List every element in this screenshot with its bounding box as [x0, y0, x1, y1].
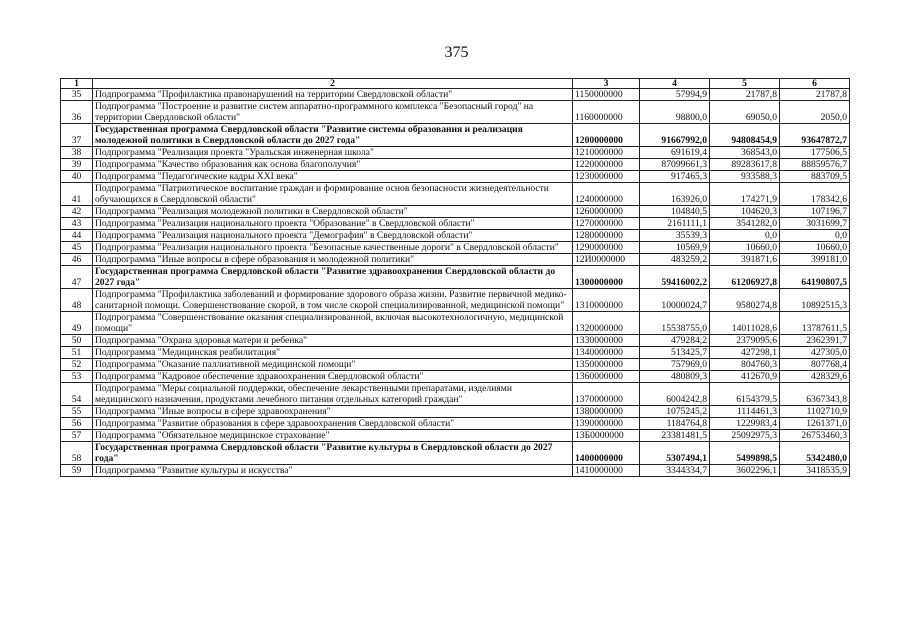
row-code: 1300000000 — [573, 266, 640, 289]
row-value-col-6: 427305,0 — [780, 347, 850, 359]
row-name: Подпрограмма "Профилактика правонарушений на территории Свердловской области" — [93, 89, 573, 101]
row-number: 48 — [61, 289, 93, 312]
row-value-col-6: 2050,0 — [780, 101, 850, 124]
row-code: 1220000000 — [573, 159, 640, 171]
row-value-col-4: 104840,5 — [640, 206, 710, 218]
row-value-col-6: 3418535,9 — [780, 465, 850, 477]
table-row — [61, 230, 850, 242]
table-row — [61, 254, 850, 266]
row-code: 1320000000 — [573, 312, 640, 335]
row-value-col-5: 21787,8 — [710, 89, 780, 101]
row-value-col-4: 757969,0 — [640, 359, 710, 371]
row-value-col-6: 93647872,7 — [780, 124, 850, 147]
row-name: Подпрограмма "Реализация молодежной политики в Свердловской области" — [93, 206, 573, 218]
row-value-col-6: 10892515,3 — [780, 289, 850, 312]
table-row — [61, 183, 850, 206]
row-value-col-5: 6154379,5 — [710, 383, 780, 406]
row-number: 41 — [61, 183, 93, 206]
row-code: 1210000000 — [573, 147, 640, 159]
row-value-col-4: 59416002,2 — [640, 266, 710, 289]
table-row — [61, 312, 850, 335]
row-value-col-6: 13787611,5 — [780, 312, 850, 335]
row-name: Подпрограмма "Развитие культуры и искусства" — [93, 465, 573, 477]
row-value-col-6: 64190807,5 — [780, 266, 850, 289]
row-number: 53 — [61, 371, 93, 383]
row-value-col-5: 89283617,8 — [710, 159, 780, 171]
table-header-row — [61, 79, 850, 89]
row-value-col-5: 3602296,1 — [710, 465, 780, 477]
table-row — [61, 289, 850, 312]
row-value-col-6: 883709,5 — [780, 171, 850, 183]
table-row — [61, 465, 850, 477]
row-value-col-5: 104620,3 — [710, 206, 780, 218]
table-row — [61, 147, 850, 159]
row-code: 1290000000 — [573, 242, 640, 254]
row-value-col-5: 10660,0 — [710, 242, 780, 254]
row-name: Подпрограмма "Обязательное медицинское страхование" — [93, 430, 573, 442]
row-value-col-5: 69050,0 — [710, 101, 780, 124]
row-code: 1390000000 — [573, 418, 640, 430]
row-code: 1350000000 — [573, 359, 640, 371]
row-value-col-5: 391871,6 — [710, 254, 780, 266]
row-number: 56 — [61, 418, 93, 430]
row-name: Подпрограмма "Реализация национального проекта "Образование" в Свердловской области" — [93, 218, 573, 230]
row-value-col-5: 804760,3 — [710, 359, 780, 371]
row-code: 1270000000 — [573, 218, 640, 230]
table-row — [61, 347, 850, 359]
row-name: Подпрограмма "Оказание паллиативной медицинской помощи" — [93, 359, 573, 371]
table-row — [61, 430, 850, 442]
row-name: Подпрограмма "Иные вопросы в сфере образования и молодежной политики" — [93, 254, 573, 266]
row-value-col-5: 412670,9 — [710, 371, 780, 383]
row-number: 51 — [61, 347, 93, 359]
row-value-col-6: 3031699,7 — [780, 218, 850, 230]
row-value-col-6: 88859576,7 — [780, 159, 850, 171]
table-row — [61, 159, 850, 171]
row-name: Подпрограмма "Реализация национального проекта "Демография" в Свердловской области" — [93, 230, 573, 242]
row-value-col-4: 35539,3 — [640, 230, 710, 242]
row-value-col-5: 0,0 — [710, 230, 780, 242]
row-value-col-6: 2362391,7 — [780, 335, 850, 347]
row-code: 1310000000 — [573, 289, 640, 312]
row-value-col-5: 25092975,3 — [710, 430, 780, 442]
row-number: 43 — [61, 218, 93, 230]
row-value-col-5: 5499898,5 — [710, 442, 780, 465]
row-value-col-6: 6367343,8 — [780, 383, 850, 406]
row-value-col-5: 61206927,8 — [710, 266, 780, 289]
row-number: 37 — [61, 124, 93, 147]
row-number: 54 — [61, 383, 93, 406]
page-number: 375 — [444, 44, 469, 61]
table-row — [61, 266, 850, 289]
row-name: Подпрограмма "Совершенствование оказания специализированной, включая высокотехнологичную, медицинской помощи" — [93, 312, 573, 335]
row-code: 1280000000 — [573, 230, 640, 242]
table-row — [61, 418, 850, 430]
row-code: 1330000000 — [573, 335, 640, 347]
row-name: Подпрограмма "Патриотическое воспитание граждан и формирование основ безопасности жизнедеятельности обучающихся в Свердловской области" — [93, 183, 573, 206]
row-value-col-5: 933588,3 — [710, 171, 780, 183]
table-row — [61, 383, 850, 406]
row-number: 52 — [61, 359, 93, 371]
row-value-col-5: 1114461,3 — [710, 406, 780, 418]
row-code: 1370000000 — [573, 383, 640, 406]
row-value-col-5: 427298,1 — [710, 347, 780, 359]
row-name: Государственная программа Свердловской области "Развитие системы образования и реализация молодежной политики в Свердловской области до 2027 года" — [93, 124, 573, 147]
table-row — [61, 442, 850, 465]
row-value-col-4: 513425,7 — [640, 347, 710, 359]
row-value-col-4: 483259,2 — [640, 254, 710, 266]
row-value-col-6: 10660,0 — [780, 242, 850, 254]
table-row — [61, 124, 850, 147]
header-col-2: 2 — [93, 79, 573, 89]
row-number: 57 — [61, 430, 93, 442]
row-value-col-4: 480809,3 — [640, 371, 710, 383]
row-number: 44 — [61, 230, 93, 242]
row-number: 35 — [61, 89, 93, 101]
header-col-4: 4 — [640, 79, 710, 89]
row-value-col-5: 9580274,8 — [710, 289, 780, 312]
row-value-col-6: 399181,0 — [780, 254, 850, 266]
row-name: Государственная программа Свердловской области "Развитие культуры в Свердловской области до 2027 года" — [93, 442, 573, 465]
row-number: 39 — [61, 159, 93, 171]
row-value-col-4: 1184764,8 — [640, 418, 710, 430]
row-name: Подпрограмма "Охрана здоровья матери и ребенка" — [93, 335, 573, 347]
row-number: 59 — [61, 465, 93, 477]
row-name: Подпрограмма "Развитие образования в сфере здравоохранения Свердловской области" — [93, 418, 573, 430]
row-name: Подпрограмма "Построение и развитие систем аппаратно-программного комплекса "Безопасный город" на территории Свердловской области" — [93, 101, 573, 124]
table-row — [61, 206, 850, 218]
row-name: Подпрограмма "Иные вопросы в сфере здравоохранения" — [93, 406, 573, 418]
row-name: Государственная программа Свердловской области "Развитие здравоохранения Свердловской области до 2027 года" — [93, 266, 573, 289]
row-code: 1160000000 — [573, 101, 640, 124]
row-value-col-4: 23381481,5 — [640, 430, 710, 442]
row-value-col-5: 3541282,0 — [710, 218, 780, 230]
row-value-col-4: 479284,2 — [640, 335, 710, 347]
row-value-col-4: 691619,4 — [640, 147, 710, 159]
row-number: 58 — [61, 442, 93, 465]
row-value-col-4: 3344334,7 — [640, 465, 710, 477]
row-value-col-4: 2161111,1 — [640, 218, 710, 230]
header-col-3: 3 — [573, 79, 640, 89]
row-value-col-5: 14011028,6 — [710, 312, 780, 335]
row-code: 1410000000 — [573, 465, 640, 477]
table-row — [61, 242, 850, 254]
row-value-col-6: 21787,8 — [780, 89, 850, 101]
row-code: 12И0000000 — [573, 254, 640, 266]
row-value-col-4: 98800,0 — [640, 101, 710, 124]
row-value-col-5: 1229983,4 — [710, 418, 780, 430]
table-row — [61, 406, 850, 418]
row-value-col-6: 5342480,0 — [780, 442, 850, 465]
table-row — [61, 371, 850, 383]
row-value-col-4: 91667992,0 — [640, 124, 710, 147]
row-value-col-5: 174271,9 — [710, 183, 780, 206]
row-value-col-5: 2379095,6 — [710, 335, 780, 347]
row-code: 1360000000 — [573, 371, 640, 383]
row-number: 49 — [61, 312, 93, 335]
row-name: Подпрограмма "Медицинская реабилитация" — [93, 347, 573, 359]
row-value-col-6: 428329,6 — [780, 371, 850, 383]
row-code: 13Б0000000 — [573, 430, 640, 442]
row-code: 1230000000 — [573, 171, 640, 183]
row-value-col-6: 178342,6 — [780, 183, 850, 206]
row-number: 55 — [61, 406, 93, 418]
row-value-col-4: 6004242,8 — [640, 383, 710, 406]
row-name: Подпрограмма "Педагогические кадры XXI века" — [93, 171, 573, 183]
row-number: 47 — [61, 266, 93, 289]
table-row — [61, 359, 850, 371]
row-name: Подпрограмма "Реализация национального проекта "Безопасные качественные дороги" в Свердловской области" — [93, 242, 573, 254]
row-name: Подпрограмма "Меры социальной поддержки, обеспечение лекарственными препаратами, изделиями медицинского назначения, продуктами лечебного питания отдельных категорий граждан" — [93, 383, 573, 406]
header-col-1: 1 — [61, 79, 93, 89]
row-value-col-6: 1261371,0 — [780, 418, 850, 430]
row-code: 1400000000 — [573, 442, 640, 465]
row-code: 1260000000 — [573, 206, 640, 218]
row-value-col-6: 107196,7 — [780, 206, 850, 218]
row-value-col-4: 10000024,7 — [640, 289, 710, 312]
row-code: 1240000000 — [573, 183, 640, 206]
row-name: Подпрограмма "Реализация проекта "Уральская инженерная школа" — [93, 147, 573, 159]
row-value-col-5: 94808454,9 — [710, 124, 780, 147]
row-number: 46 — [61, 254, 93, 266]
table-row — [61, 101, 850, 124]
row-value-col-6: 1102710,9 — [780, 406, 850, 418]
row-number: 50 — [61, 335, 93, 347]
row-value-col-6: 26753460,3 — [780, 430, 850, 442]
row-number: 42 — [61, 206, 93, 218]
budget-table — [60, 78, 850, 477]
header-col-6: 6 — [780, 79, 850, 89]
row-number: 45 — [61, 242, 93, 254]
row-name: Подпрограмма "Кадровое обеспечение здравоохранения Свердловской области" — [93, 371, 573, 383]
row-code: 1200000000 — [573, 124, 640, 147]
row-name: Подпрограмма "Качество образования как основа благополучия" — [93, 159, 573, 171]
table-row — [61, 218, 850, 230]
row-value-col-4: 163926,0 — [640, 183, 710, 206]
row-value-col-4: 57994,9 — [640, 89, 710, 101]
table-row — [61, 171, 850, 183]
row-value-col-6: 177506,5 — [780, 147, 850, 159]
row-code: 1340000000 — [573, 347, 640, 359]
row-number: 36 — [61, 101, 93, 124]
row-code: 1150000000 — [573, 89, 640, 101]
row-value-col-4: 87099661,3 — [640, 159, 710, 171]
row-value-col-4: 5307494,1 — [640, 442, 710, 465]
row-name: Подпрограмма "Профилактика заболеваний и формирование здорового образа жизни. Развитие первичной медико-санитарной помощи. Совершенствование скорой, в том числе скорой специализированной, медицинской помощи" — [93, 289, 573, 312]
table-row — [61, 89, 850, 101]
row-code: 1380000000 — [573, 406, 640, 418]
row-value-col-6: 0,0 — [780, 230, 850, 242]
row-number: 40 — [61, 171, 93, 183]
row-value-col-4: 15538755,0 — [640, 312, 710, 335]
row-number: 38 — [61, 147, 93, 159]
header-col-5: 5 — [710, 79, 780, 89]
row-value-col-6: 807768,4 — [780, 359, 850, 371]
table-row — [61, 335, 850, 347]
row-value-col-4: 10569,9 — [640, 242, 710, 254]
row-value-col-4: 917465,3 — [640, 171, 710, 183]
row-value-col-5: 368543,0 — [710, 147, 780, 159]
row-value-col-4: 1075245,2 — [640, 406, 710, 418]
